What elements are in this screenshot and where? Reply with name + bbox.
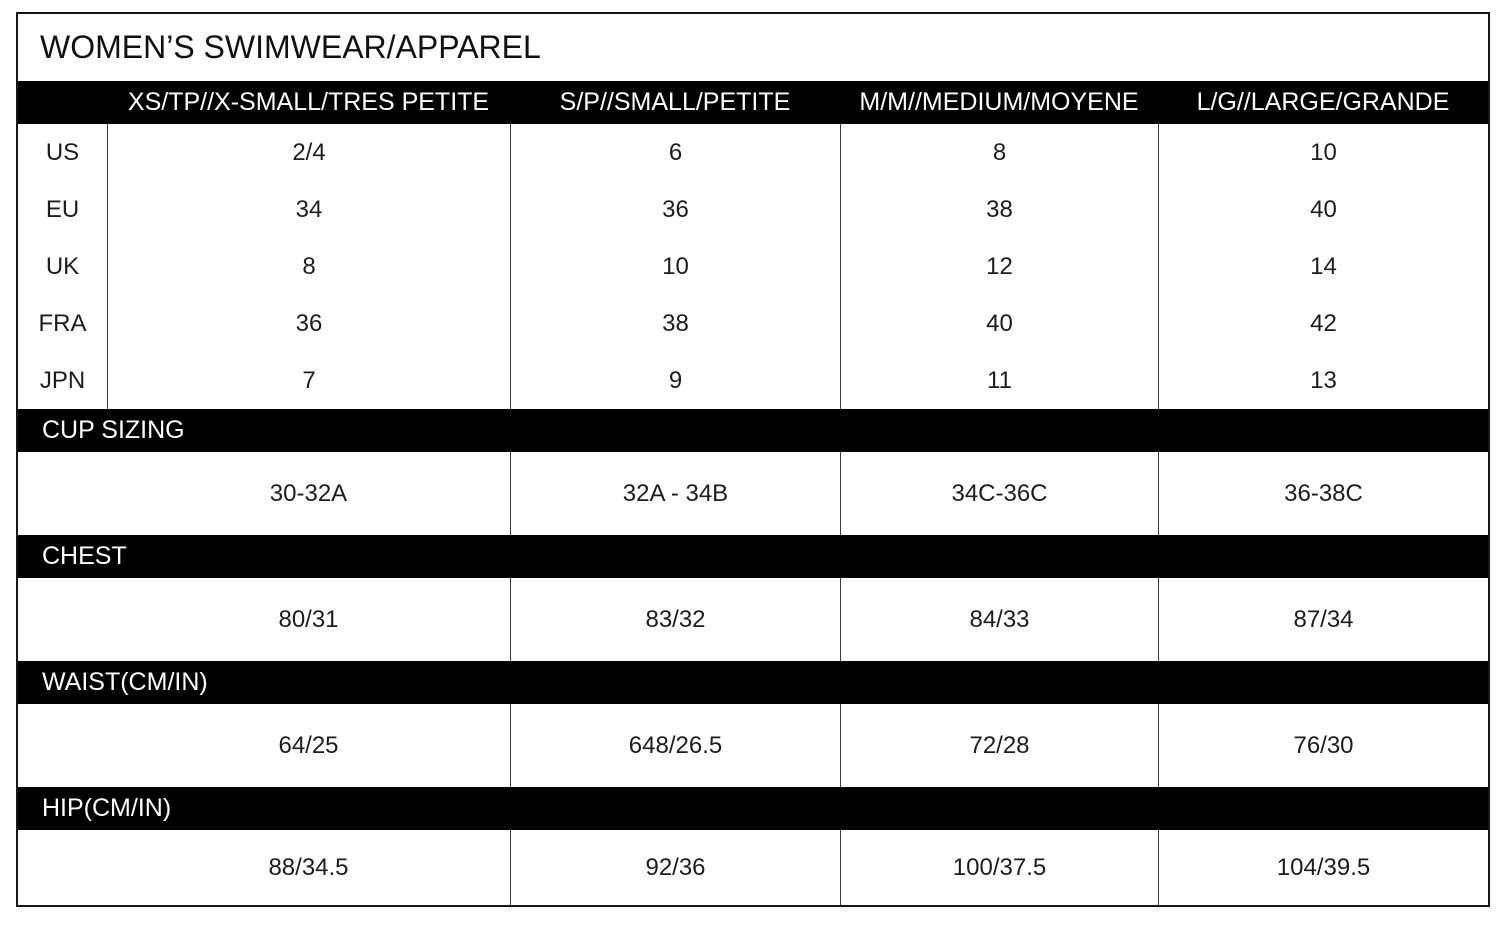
size-value-cell: 11 (840, 352, 1158, 409)
section-values-cup-sizing (18, 452, 1488, 535)
section-header-chest (18, 535, 1488, 578)
measurement-value-cell: 100/37.5 (840, 830, 1158, 905)
section-header-waist (18, 661, 1488, 704)
size-value-cell: 40 (840, 295, 1158, 352)
measurement-value-cell: 76/30 (1158, 704, 1488, 787)
size-value-cell: 14 (1158, 238, 1488, 295)
measurement-value-cell: 84/33 (840, 578, 1158, 661)
size-value-cell: 34 (107, 181, 510, 238)
region-label: US (45, 138, 80, 166)
values-spacer-cell (18, 830, 107, 905)
section-label: WAIST(CM/IN) (42, 668, 208, 696)
section-values-chest (18, 578, 1488, 661)
page-title: WOMEN’S SWIMWEAR/APPAREL (40, 29, 541, 65)
table-row-us (18, 124, 1488, 181)
size-value-cell: 9 (510, 352, 840, 409)
table-row-uk (18, 238, 1488, 295)
section-header-hip (18, 787, 1488, 830)
size-value-cell: 42 (1158, 295, 1488, 352)
measurement-value-cell: 30-32A (269, 479, 348, 507)
section-values-waist (18, 704, 1488, 787)
size-value-cell: 36 (107, 295, 510, 352)
section-values-hip (18, 830, 1488, 905)
size-value-cell: 13 (1158, 352, 1488, 409)
measurement-value-cell: 80/31 (278, 605, 339, 633)
size-conversion-section (18, 124, 1488, 409)
size-value-cell: 8 (840, 124, 1158, 181)
size-chart-table (16, 12, 1490, 907)
measurement-value-cell: 648/26.5 (510, 704, 840, 787)
values-spacer-cell (18, 578, 107, 661)
title-row (18, 14, 1488, 81)
measurement-value-cell: 34C-36C (840, 452, 1158, 535)
measurement-value-cell: 88/34.5 (268, 853, 349, 881)
region-label: FRA (38, 309, 87, 337)
size-value-cell: 40 (1158, 181, 1488, 238)
region-label: EU (45, 195, 80, 223)
size-header-row (18, 81, 1488, 124)
size-value-cell: 6 (510, 124, 840, 181)
table-row-fra (18, 295, 1488, 352)
measurement-value-cell: 36-38C (1158, 452, 1488, 535)
table-row-eu (18, 181, 1488, 238)
table-row-jpn (18, 352, 1488, 409)
region-label: UK (45, 252, 80, 280)
section-label: HIP(CM/IN) (42, 794, 172, 822)
header-spacer-cell (18, 81, 107, 124)
region-label: JPN (39, 366, 86, 394)
size-value-cell: 38 (510, 295, 840, 352)
size-value-cell: 12 (840, 238, 1158, 295)
size-value-cell: 10 (510, 238, 840, 295)
measurement-value-cell: 87/34 (1158, 578, 1488, 661)
size-value-cell: 7 (107, 352, 510, 409)
measurement-value-cell: 92/36 (510, 830, 840, 905)
size-column-header-m: M/M//MEDIUM/MOYENE (859, 88, 1139, 116)
size-column-header-s: S/P//SMALL/PETITE (559, 88, 791, 116)
size-value-cell: 38 (840, 181, 1158, 238)
measurement-value-cell: 83/32 (510, 578, 840, 661)
size-value-cell: 36 (510, 181, 840, 238)
measurement-value-cell: 32A - 34B (510, 452, 840, 535)
values-spacer-cell (18, 704, 107, 787)
size-value-cell: 10 (1158, 124, 1488, 181)
size-value-cell: 2/4 (107, 124, 510, 181)
section-label: CUP SIZING (42, 416, 185, 444)
measurement-value-cell: 64/25 (278, 731, 339, 759)
measurement-value-cell: 72/28 (840, 704, 1158, 787)
measurement-value-cell: 104/39.5 (1158, 830, 1488, 905)
size-value-cell: 8 (107, 238, 510, 295)
section-header-cup-sizing (18, 409, 1488, 452)
size-column-header-xs: XS/TP//X-SMALL/TRES PETITE (127, 88, 490, 116)
size-column-header-l: L/G//LARGE/GRANDE (1196, 88, 1450, 116)
values-spacer-cell (18, 452, 107, 535)
section-label: CHEST (42, 542, 127, 570)
